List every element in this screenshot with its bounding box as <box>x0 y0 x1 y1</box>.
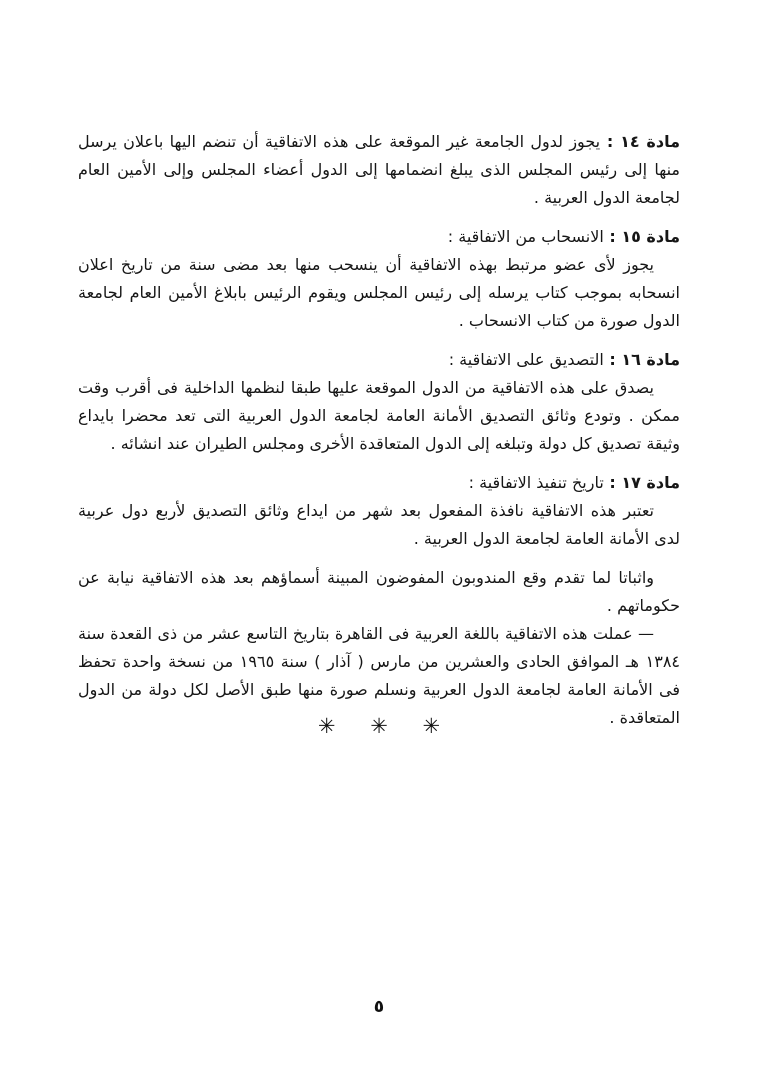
article-15-title: الانسحاب من الاتفاقية : <box>447 227 604 246</box>
article-17-body: تعتبر هذه الاتفاقية نافذة المفعول بعد شهر من ايداع وثائق التصديق لأربع دول عربية لدى الأمانة العامة لجامعة الدول العربية . <box>78 501 680 548</box>
article-14-paragraph <box>78 128 680 212</box>
article-15-body: يجوز لأى عضو مرتبط بهذه الاتفاقية أن ينسحب منها بعد مضى سنة من تاريخ اعلان انسحابه بموجب كتاب يرسله إلى رئيس المجلس ويقوم الرئيس بابلاغ الأمين العام لجامعة الدول صورة من كتاب الانسحاب . <box>78 255 680 330</box>
article-15 <box>78 223 680 335</box>
article-17-label: مادة ١٧ : <box>603 473 680 492</box>
article-17 <box>78 469 680 553</box>
article-16-label: مادة ١٦ : <box>603 350 680 369</box>
article-16-heading <box>78 346 680 374</box>
article-16-body: يصدق على هذه الاتفاقية من الدول الموقعة عليها طبقا لنظمها الداخلية فى أقرب وقت ممكن . وتودع وثائق التصديق الأمانة العامة لجامعة الدول العربية التى تعد محضرا بايداع وثيقة تصديق كل دولة وتبلغه إلى الدول المتعاقدة الأخرى ومجلس الطيران عند انشائه . <box>78 378 680 453</box>
article-16-title: التصديق على الاتفاقية : <box>448 350 604 369</box>
article-14 <box>78 128 680 212</box>
article-14-body: يجوز لدول الجامعة غير الموقعة على هذه الاتفاقية أن تنضم اليها باعلان يرسل منها إلى رئيس المجلس الذى يبلغ انضمامها إلى الدول أعضاء المجلس وإلى الأمين العام لجامعة الدول العربية . <box>78 132 680 207</box>
article-15-label: مادة ١٥ : <box>603 227 680 246</box>
asterisk-separator: ✳ ✳ ✳ <box>317 714 441 738</box>
article-15-heading <box>78 223 680 251</box>
article-16 <box>78 346 680 458</box>
article-17-heading <box>78 469 680 497</box>
closing-clause <box>78 564 680 732</box>
closing-paragraph-signatories: واثباتا لما تقدم وقع المندوبون المفوضون المبينة أسماؤهم بعد هذه الاتفاقية نيابة عن حكوماتهم . <box>78 568 680 615</box>
article-17-title: تاريخ تنفيذ الاتفاقية : <box>468 473 604 492</box>
closing-paragraph-execution: — عملت هذه الاتفاقية باللغة العربية فى القاهرة بتاريخ التاسع عشر من ذى القعدة سنة ١٣٨٤ هـ الموافق الحادى والعشرين من مارس ( آذار ) سنة ١٩٦٥ من نسخة واحدة تحفظ فى الأمانة العامة لجامعة الدول العربية ونسلم صورة منها طبق الأصل لكل دولة من الدول المتعاقدة . <box>78 624 680 727</box>
page-number: ٥ <box>373 997 385 1017</box>
article-14-label: مادة ١٤ : <box>600 132 680 151</box>
document-text-block <box>78 128 680 732</box>
